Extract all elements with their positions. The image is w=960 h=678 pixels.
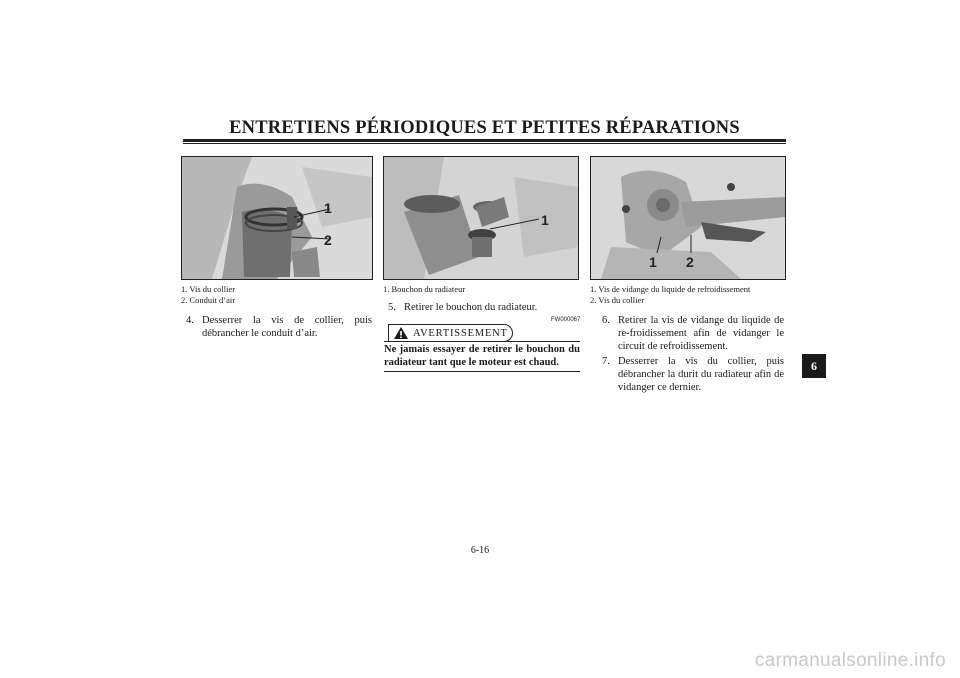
caption-line: 2. Vis du collier — [590, 295, 645, 305]
warning-text: Ne jamais essayer de retirer le bouchon du radiateur tant que le moteur est chaud. — [384, 344, 580, 368]
step-text: Retirer le bouchon du radiateur. — [404, 302, 538, 313]
step-number: 7. — [602, 356, 610, 367]
header-rule-thin — [183, 143, 786, 144]
warning-rule-bottom — [384, 371, 580, 372]
step-text: Desserrer la vis du collier, puis débrancher la durit du radiateur afin de vidanger ce dernier. — [618, 356, 784, 393]
watermark: carmanualsonline.info — [754, 650, 946, 671]
callout-2: 2 — [324, 232, 332, 248]
photo-radiator-cap — [383, 156, 579, 280]
step-text: Retirer la vis de vidange du liquide de re-froidissement afin de vidanger le circuit de refroidissement. — [618, 315, 784, 352]
step-7 — [602, 355, 784, 394]
step-number: 4. — [186, 315, 194, 326]
step-6 — [602, 314, 784, 353]
warning-label: AVERTISSEMENT — [413, 327, 508, 339]
warning-code: FW000067 — [551, 317, 581, 323]
step-number: 5. — [388, 302, 396, 313]
callout-2: 2 — [686, 254, 694, 270]
figure1-captions — [181, 284, 235, 306]
step-4 — [186, 314, 372, 340]
column1-body — [186, 314, 372, 342]
photo-drain-screw — [590, 156, 786, 280]
page-title: ENTRETIENS PÉRIODIQUES ET PETITES RÉPARATIONS — [229, 118, 740, 138]
warning-header — [388, 324, 513, 342]
caption-line: 1. Vis du collier — [181, 284, 236, 294]
column2-body — [388, 301, 578, 316]
caption-line: 1. Bouchon du radiateur — [383, 284, 466, 294]
header-rule — [183, 139, 786, 142]
callout-1: 1 — [649, 254, 657, 270]
page-number: 6-16 — [470, 545, 490, 556]
warning-icon — [393, 326, 409, 340]
figure2-captions — [383, 284, 465, 295]
caption-line: 2. Conduit d’air — [181, 295, 236, 305]
callout-1: 1 — [324, 200, 332, 216]
callout-1: 1 — [541, 212, 549, 228]
warning-rule-top — [384, 341, 580, 342]
photo-air-duct — [181, 156, 373, 280]
column3-body — [602, 314, 784, 396]
caption-line: 1. Vis de vidange du liquide de refroidissement — [590, 284, 751, 294]
step-5 — [388, 301, 578, 314]
figure3-captions — [590, 284, 750, 306]
step-number: 6. — [602, 315, 610, 326]
step-text: Desserrer la vis de collier, puis débrancher le conduit d’air. — [202, 315, 372, 339]
section-tab: 6 — [802, 354, 826, 378]
